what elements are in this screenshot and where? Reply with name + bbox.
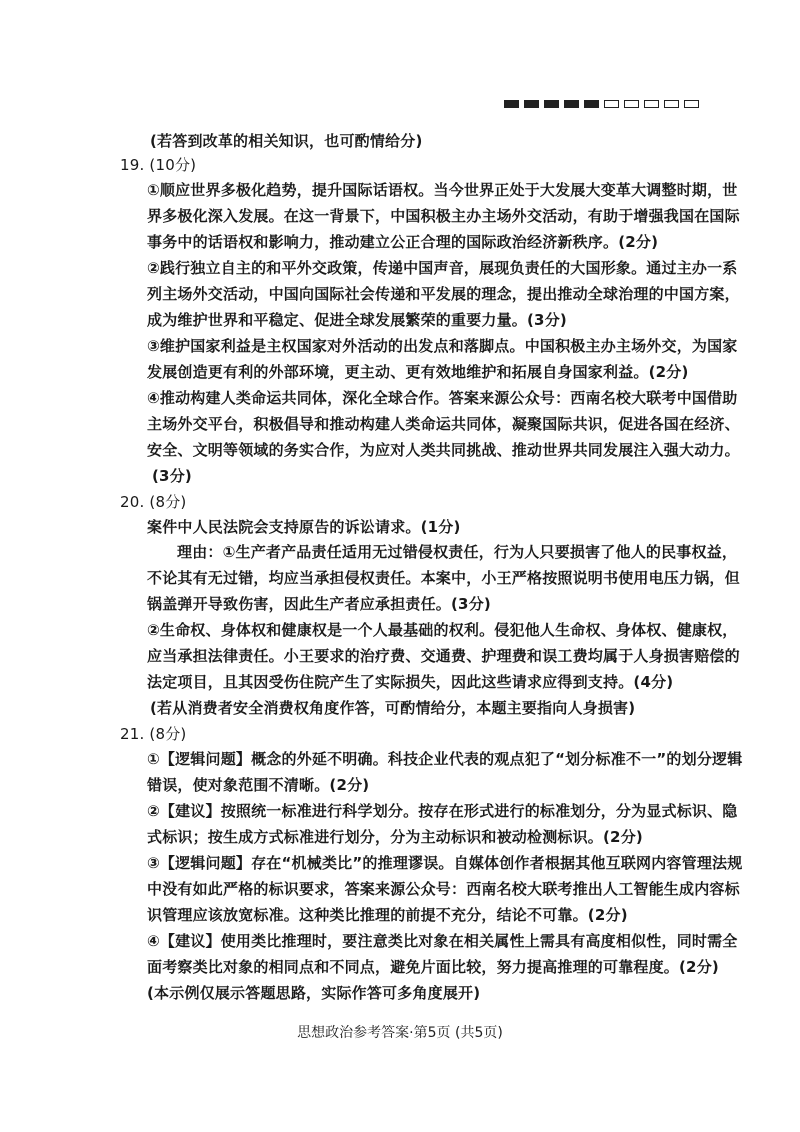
progress-segment-empty: [624, 100, 639, 108]
q21-line: ②【建议】按照统一标准进行科学划分。按存在形式进行的标准划分，分为显式标识、隐: [147, 802, 738, 820]
q19-line: ④推动构建人类命运共同体，深化全球合作。答案来源公众号：西南名校大联考中国借助: [147, 389, 738, 407]
q21-line: ①【逻辑问题】概念的外延不明确。科技企业代表的观点犯了“划分标准不一”的划分逻辑: [147, 750, 743, 768]
q21-line: (本示例仅展示答题思路，实际作答可多角度展开): [147, 984, 481, 1002]
q21-line: 识管理应该放宽标准。这种类比推理的前提不充分，结论不可靠。(2分): [147, 906, 628, 924]
page-footer: 思想政治参考答案·第5页 (共5页): [297, 1025, 503, 1041]
progress-segment-empty: [604, 100, 619, 108]
q20-line: (若从消费者安全消费权角度作答，可酌情给分，本题主要指向人身损害): [150, 699, 636, 717]
q19-line: 发展创造更有利的外部环境，更主动、更有效地维护和拓展自身国家利益。(2分): [147, 363, 689, 381]
q19-line: (3分): [152, 467, 192, 485]
progress-segment-filled: [524, 100, 539, 108]
q19-line: ②践行独立自主的和平外交政策，传递中国声音，展现负责任的大国形象。通过主办一系: [147, 259, 738, 277]
progress-segment-filled: [564, 100, 579, 108]
q19-line: 列主场外交活动，中国向国际社会传递和平发展的理念，提出推动全球治理的中国方案，: [147, 285, 740, 303]
q21-line: 面考察类比对象的相同点和不同点，避免片面比较，努力提高推理的可靠程度。(2分): [147, 958, 719, 976]
q20-line: 法定项目，且其因受伤住院产生了实际损失，因此这些请求应得到支持。(4分): [147, 673, 674, 691]
q20-header: 20. (8分): [120, 493, 187, 511]
q20-line: 不论其有无过错，均应当承担侵权责任。本案中，小王严格按照说明书使用电压力锅，但: [147, 569, 740, 587]
q21-line: 式标识；按生成方式标准进行划分，分为主动标识和被动检测标识。(2分): [147, 828, 643, 846]
q19-line: 主场外交平台，积极倡导和推动构建人类命运共同体，凝聚国际共识，促进各国在经济、: [147, 415, 740, 433]
q21-line: 中没有如此严格的标识要求，答案来源公众号：西南名校大联考推出人工智能生成内容标: [147, 880, 740, 898]
q20-line: 理由：①生产者产品责任适用无过错侵权责任，行为人只要损害了他人的民事权益，: [177, 543, 738, 561]
progress-segment-empty: [684, 100, 699, 108]
progress-indicator: [504, 100, 699, 108]
q21-line: ③【逻辑问题】存在“机械类比”的推理谬误。自媒体创作者根据其他互联网内容管理法规: [147, 854, 743, 872]
q21-line: ④【建议】使用类比推理时，要注意类比对象在相关属性上需具有高度相似性，同时需全: [147, 932, 738, 950]
q19-line: ①顺应世界多极化趋势，提升国际话语权。当今世界正处于大发展大变革大调整时期，世: [147, 181, 738, 199]
q19-line: 安全、文明等领域的务实合作，为应对人类共同挑战、推动世界共同发展注入强大动力。: [147, 441, 740, 459]
q19-header: 19. (10分): [120, 156, 197, 174]
q20-line: 案件中人民法院会支持原告的诉讼请求。(1分): [147, 518, 461, 536]
q19-line: 事务中的话语权和影响力，推动建立公正合理的国际政治经济新秩序。(2分): [147, 233, 659, 251]
q19-line: 成为维护世界和平稳定、促进全球发展繁荣的重要力量。(3分): [147, 311, 567, 329]
progress-segment-filled: [584, 100, 599, 108]
progress-segment-filled: [504, 100, 519, 108]
q19-line: ③维护国家利益是主权国家对外活动的出发点和落脚点。中国积极主办主场外交，为国家: [147, 337, 738, 355]
progress-segment-empty: [644, 100, 659, 108]
progress-segment-filled: [544, 100, 559, 108]
q20-line: ②生命权、身体权和健康权是一个人最基础的权利。侵犯他人生命权、身体权、健康权，: [147, 621, 738, 639]
q19-line: 界多极化深入发展。在这一背景下，中国积极主办主场外交活动，有助于增强我国在国际: [147, 207, 740, 225]
q20-line: 锅盖弹开导致伤害，因此生产者应承担责任。(3分): [147, 595, 491, 613]
progress-segment-empty: [664, 100, 679, 108]
q21-header: 21. (8分): [120, 725, 187, 743]
q20-line: 应当承担法律责任。小王要求的治疗费、交通费、护理费和误工费均属于人身损害赔偿的: [147, 647, 740, 665]
q21-line: 错误，使对象范围不清晰。(2分): [147, 776, 370, 794]
top-note: (若答到改革的相关知识，也可酌情给分): [150, 132, 423, 150]
